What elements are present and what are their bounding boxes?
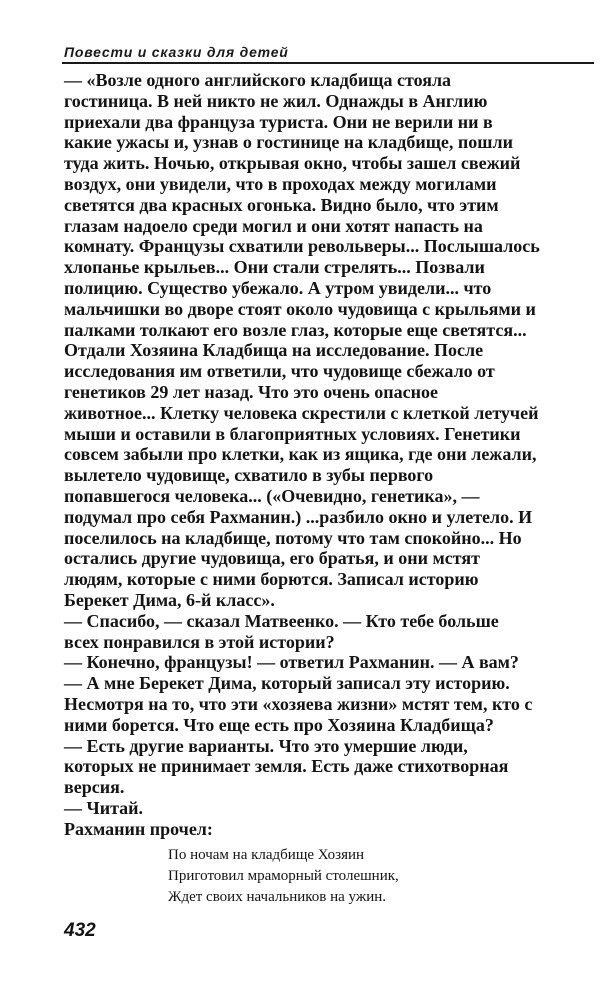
text-line: приехали два француза туриста. Они не верили ни в (64, 111, 493, 132)
text-line: животное... Клетку человека скрестили с клеткой летучей (64, 402, 539, 423)
text-line: людям, которые с ними борются. Записал историю (64, 569, 479, 590)
text-line: поселилось на кладбище, потому что там спокойно... Но (64, 527, 522, 548)
text-line: Берекет Дима, 6-й класс». (64, 589, 275, 610)
text-line: остались другие чудовища, его братья, и они мстят (64, 548, 480, 569)
body-text (64, 70, 600, 839)
text-line: — Читай. (64, 797, 144, 818)
text-line: комнату. Французы схватили револьверы... Послышалось (64, 236, 540, 257)
verse-block (168, 845, 588, 908)
text-line: палками толкают его возле глаз, которые еще светятся... (64, 319, 527, 340)
text-line: вылетело чудовище, схватило в зубы первого (64, 465, 434, 486)
text-line: гостиница. В ней никто не жил. Однажды в Англию (64, 90, 488, 111)
header-rule (62, 62, 594, 64)
text-line: Рахманин прочел: (64, 818, 213, 839)
text-line: Отдали Хозяина Кладбища на исследование. После (64, 340, 484, 361)
text-line: мыши и оставили в благоприятных условиях. Генетики (64, 423, 521, 444)
text-line: — «Возле одного английского кладбища стояла (64, 70, 452, 90)
text-line: совсем забыли про клетки, как из ящика, где они лежали, (64, 444, 537, 465)
verse-line: Приготовил мраморный столешник, (168, 868, 399, 884)
text-line: всех понравился в этой истории? (64, 631, 335, 652)
running-header: Повести и сказки для детей (64, 44, 289, 60)
text-line: глазам надоело среди могил и они хотят напасть на (64, 215, 483, 236)
text-line: подумал про себя Рахманин.) ...разбило окно и улетело. И (64, 506, 533, 527)
text-line: мальчишки во дворе стоят около чудовища с крыльями и (64, 298, 536, 319)
text-line: версия. (64, 777, 125, 798)
text-line: ними борется. Что еще есть про Хозяина Кладбища? (64, 714, 494, 735)
verse-line: По ночам на кладбище Хозяин (168, 847, 365, 863)
text-line: туда жить. Ночью, открывая окно, чтобы зашел свежий (64, 153, 521, 174)
text-line: какие ужасы и, узнав о гостинице на кладбище, пошли (64, 132, 513, 153)
text-line: полицию. Существо убежало. А утром увидели... что (64, 277, 492, 298)
text-line: попавшегося человека... («Очевидно, генетика», — (64, 485, 480, 506)
text-line: исследования им ответили, что чудовище сбежало от (64, 361, 495, 382)
text-line: которых не принимает земля. Есть даже стихотворная (64, 756, 509, 777)
text-line: — Спасибо, — сказал Матвеенко. — Кто тебе больше (64, 610, 499, 631)
text-line: светятся два красных огонька. Видно было, что этим (64, 194, 499, 215)
text-line: — А мне Берекет Дима, который записал эту историю. (64, 673, 510, 694)
text-line: — Есть другие варианты. Что это умершие люди, (64, 735, 468, 756)
text-line: Несмотря на то, что эти «хозяева жизни» мстят тем, кто с (64, 693, 533, 714)
text-line: воздух, они увидели, что в проходах между могилами (64, 173, 497, 194)
page-number: 432 (64, 920, 96, 941)
text-line: хлопанье крыльев... Они стали стрелять... Позвали (64, 257, 485, 278)
verse-line: Ждет своих начальников на ужин. (168, 889, 387, 905)
text-line: — Конечно, французы! — ответил Рахманин. — А вам? (64, 652, 519, 673)
text-line: генетиков 29 лет назад. Что это очень опасное (64, 381, 439, 402)
